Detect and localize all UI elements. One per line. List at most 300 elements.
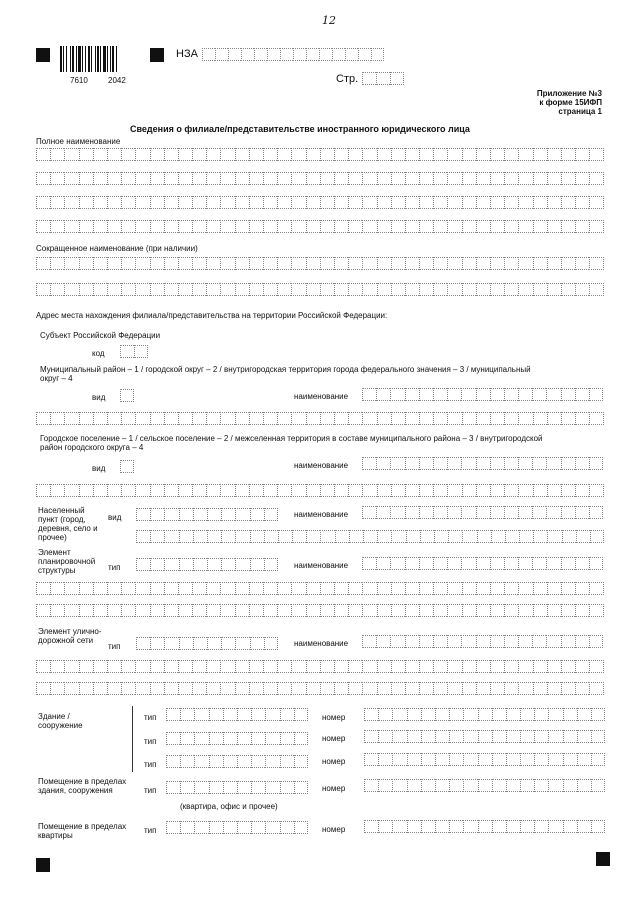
cell[interactable] (533, 220, 547, 233)
cell[interactable] (405, 257, 419, 270)
cell[interactable] (179, 637, 193, 650)
cell[interactable] (237, 732, 251, 745)
cell[interactable] (476, 557, 490, 570)
cell[interactable] (164, 530, 178, 543)
cell[interactable] (166, 781, 180, 794)
cell[interactable] (50, 484, 64, 497)
cell[interactable] (294, 732, 308, 745)
cell[interactable] (263, 682, 277, 695)
cell[interactable] (277, 412, 291, 425)
cell[interactable] (405, 604, 419, 617)
cell[interactable] (306, 148, 320, 161)
cell[interactable] (575, 635, 589, 648)
cell[interactable] (378, 779, 392, 792)
cell[interactable] (591, 779, 605, 792)
settlement-name-row-1[interactable] (362, 457, 603, 470)
cell[interactable] (206, 283, 220, 296)
cell[interactable] (220, 172, 234, 185)
cell[interactable] (364, 753, 378, 766)
cell[interactable] (405, 635, 419, 648)
cell[interactable] (435, 820, 449, 833)
cell[interactable] (220, 148, 234, 161)
cell[interactable] (263, 412, 277, 425)
cell[interactable] (254, 48, 267, 61)
cell[interactable] (391, 196, 405, 209)
cell[interactable] (405, 388, 419, 401)
cell[interactable] (164, 412, 178, 425)
cell[interactable] (150, 412, 164, 425)
cell[interactable] (520, 820, 534, 833)
cell[interactable] (280, 781, 294, 794)
cell[interactable] (490, 484, 504, 497)
cell[interactable] (518, 457, 532, 470)
cell[interactable] (291, 283, 305, 296)
short-name-row-1[interactable] (36, 257, 604, 270)
cell[interactable] (79, 148, 93, 161)
cell[interactable] (249, 283, 263, 296)
cell[interactable] (164, 220, 178, 233)
cell[interactable] (263, 484, 277, 497)
cell[interactable] (64, 604, 78, 617)
cell[interactable] (405, 283, 419, 296)
cell[interactable] (461, 635, 475, 648)
cell[interactable] (433, 682, 447, 695)
cell[interactable] (391, 220, 405, 233)
cell[interactable] (419, 220, 433, 233)
cell[interactable] (449, 730, 463, 743)
cell[interactable] (589, 604, 603, 617)
cell[interactable] (241, 48, 254, 61)
cell[interactable] (419, 604, 433, 617)
cell[interactable] (263, 148, 277, 161)
cell[interactable] (519, 530, 533, 543)
cell[interactable] (448, 530, 462, 543)
cell[interactable] (561, 388, 575, 401)
cell[interactable] (561, 484, 575, 497)
cell[interactable] (348, 220, 362, 233)
cell[interactable] (548, 730, 562, 743)
cell[interactable] (150, 484, 164, 497)
cell[interactable] (377, 530, 391, 543)
cell[interactable] (150, 637, 164, 650)
cell[interactable] (435, 730, 449, 743)
settlement-name-row-2[interactable] (36, 484, 604, 497)
cell[interactable] (561, 506, 575, 519)
cell[interactable] (561, 220, 575, 233)
cell[interactable] (504, 457, 518, 470)
cell[interactable] (263, 196, 277, 209)
cell[interactable] (478, 730, 492, 743)
cell[interactable] (150, 220, 164, 233)
cell[interactable] (192, 257, 206, 270)
cell[interactable] (391, 484, 405, 497)
cell[interactable] (291, 412, 305, 425)
cell[interactable] (534, 730, 548, 743)
building-type-field-1[interactable] (166, 708, 308, 721)
cell[interactable] (575, 582, 589, 595)
cell[interactable] (50, 196, 64, 209)
cell[interactable] (150, 172, 164, 185)
nza-field[interactable] (202, 48, 384, 61)
cell[interactable] (461, 506, 475, 519)
cell[interactable] (476, 457, 490, 470)
cell[interactable] (433, 582, 447, 595)
cell[interactable] (64, 660, 78, 673)
cell[interactable] (36, 283, 50, 296)
cell[interactable] (164, 558, 178, 571)
cell[interactable] (547, 530, 561, 543)
cell[interactable] (476, 172, 490, 185)
cell[interactable] (548, 753, 562, 766)
cell[interactable] (462, 283, 476, 296)
cell[interactable] (107, 172, 121, 185)
cell[interactable] (546, 457, 560, 470)
cell[interactable] (476, 660, 490, 673)
cell[interactable] (518, 220, 532, 233)
cell[interactable] (36, 604, 50, 617)
cell[interactable] (449, 708, 463, 721)
cell[interactable] (547, 660, 561, 673)
cell[interactable] (476, 388, 490, 401)
cell[interactable] (589, 506, 603, 519)
cell[interactable] (492, 779, 506, 792)
cell[interactable] (419, 148, 433, 161)
cell[interactable] (36, 220, 50, 233)
cell[interactable] (249, 484, 263, 497)
cell[interactable] (235, 257, 249, 270)
cell[interactable] (577, 730, 591, 743)
cell[interactable] (93, 660, 107, 673)
cell[interactable] (589, 660, 603, 673)
cell[interactable] (107, 148, 121, 161)
cell[interactable] (50, 257, 64, 270)
cell[interactable] (391, 682, 405, 695)
cell[interactable] (194, 821, 208, 834)
cell[interactable] (220, 412, 234, 425)
cell[interactable] (462, 148, 476, 161)
premises-apartment-number-field[interactable] (364, 820, 605, 833)
cell[interactable] (504, 660, 518, 673)
cell[interactable] (504, 582, 518, 595)
cell[interactable] (421, 708, 435, 721)
cell[interactable] (249, 196, 263, 209)
cell[interactable] (192, 148, 206, 161)
cell[interactable] (265, 708, 279, 721)
cell[interactable] (419, 635, 433, 648)
cell[interactable] (79, 604, 93, 617)
cell[interactable] (164, 604, 178, 617)
cell[interactable] (348, 172, 362, 185)
cell[interactable] (334, 660, 348, 673)
cell[interactable] (220, 682, 234, 695)
cell[interactable] (392, 753, 406, 766)
cell[interactable] (377, 283, 391, 296)
cell[interactable] (164, 582, 178, 595)
cell[interactable] (561, 196, 575, 209)
cell[interactable] (223, 732, 237, 745)
cell[interactable] (575, 172, 589, 185)
cell[interactable] (575, 220, 589, 233)
cell[interactable] (392, 708, 406, 721)
cell[interactable] (220, 660, 234, 673)
cell[interactable] (50, 283, 64, 296)
cell[interactable] (291, 484, 305, 497)
cell[interactable] (405, 412, 419, 425)
cell[interactable] (548, 820, 562, 833)
cell[interactable] (575, 682, 589, 695)
cell[interactable] (192, 172, 206, 185)
cell[interactable] (478, 753, 492, 766)
cell[interactable] (520, 753, 534, 766)
cell[interactable] (166, 708, 180, 721)
cell[interactable] (461, 557, 475, 570)
street-type-field[interactable] (136, 637, 278, 650)
cell[interactable] (577, 779, 591, 792)
cell[interactable] (391, 172, 405, 185)
cell[interactable] (264, 508, 278, 521)
cell[interactable] (547, 682, 561, 695)
cell[interactable] (166, 755, 180, 768)
cell[interactable] (121, 283, 135, 296)
cell[interactable] (419, 660, 433, 673)
cell[interactable] (277, 484, 291, 497)
cell[interactable] (206, 196, 220, 209)
cell[interactable] (589, 148, 603, 161)
cell[interactable] (193, 508, 207, 521)
cell[interactable] (192, 604, 206, 617)
cell[interactable] (178, 220, 192, 233)
cell[interactable] (220, 582, 234, 595)
cell[interactable] (334, 196, 348, 209)
cell[interactable] (390, 388, 404, 401)
cell[interactable] (206, 220, 220, 233)
cell[interactable] (194, 732, 208, 745)
cell[interactable] (121, 604, 135, 617)
cell[interactable] (491, 530, 505, 543)
cell[interactable] (533, 604, 547, 617)
cell[interactable] (306, 196, 320, 209)
cell[interactable] (235, 283, 249, 296)
premises-apartment-type-field[interactable] (166, 821, 308, 834)
cell[interactable] (135, 283, 149, 296)
cell[interactable] (250, 558, 264, 571)
cell[interactable] (348, 682, 362, 695)
cell[interactable] (150, 257, 164, 270)
cell[interactable] (518, 196, 532, 209)
cell[interactable] (504, 604, 518, 617)
cell[interactable] (407, 753, 421, 766)
cell[interactable] (447, 412, 461, 425)
cell[interactable] (461, 457, 475, 470)
cell[interactable] (504, 412, 518, 425)
cell[interactable] (164, 484, 178, 497)
cell[interactable] (405, 172, 419, 185)
cell[interactable] (107, 582, 121, 595)
cell[interactable] (406, 530, 420, 543)
cell[interactable] (278, 530, 292, 543)
street-name-row-2[interactable] (36, 660, 604, 673)
cell[interactable] (575, 604, 589, 617)
cell[interactable] (36, 412, 50, 425)
cell[interactable] (265, 821, 279, 834)
cell[interactable] (291, 148, 305, 161)
cell[interactable] (362, 257, 376, 270)
cell[interactable] (391, 257, 405, 270)
cell[interactable] (533, 660, 547, 673)
cell[interactable] (577, 708, 591, 721)
cell[interactable] (364, 730, 378, 743)
cell[interactable] (532, 557, 546, 570)
cell[interactable] (463, 779, 477, 792)
cell[interactable] (421, 820, 435, 833)
cell[interactable] (332, 48, 345, 61)
cell[interactable] (378, 820, 392, 833)
cell[interactable] (377, 196, 391, 209)
cell[interactable] (291, 172, 305, 185)
cell[interactable] (520, 779, 534, 792)
cell[interactable] (36, 196, 50, 209)
cell[interactable] (575, 660, 589, 673)
cell[interactable] (277, 196, 291, 209)
cell[interactable] (463, 820, 477, 833)
cell[interactable] (93, 172, 107, 185)
cell[interactable] (150, 530, 164, 543)
cell[interactable] (492, 753, 506, 766)
cell[interactable] (433, 457, 447, 470)
cell[interactable] (563, 753, 577, 766)
locality-name-row-2[interactable] (136, 530, 604, 543)
cell[interactable] (377, 484, 391, 497)
cell[interactable] (407, 708, 421, 721)
cell[interactable] (36, 582, 50, 595)
cell[interactable] (178, 660, 192, 673)
cell[interactable] (50, 682, 64, 695)
cell[interactable] (449, 779, 463, 792)
cell[interactable] (547, 484, 561, 497)
cell[interactable] (136, 508, 150, 521)
cell[interactable] (306, 484, 320, 497)
cell[interactable] (107, 484, 121, 497)
cell[interactable] (221, 530, 235, 543)
cell[interactable] (478, 708, 492, 721)
cell[interactable] (249, 220, 263, 233)
cell[interactable] (334, 604, 348, 617)
premises-building-type-field[interactable] (166, 781, 308, 794)
cell[interactable] (277, 172, 291, 185)
cell[interactable] (79, 257, 93, 270)
cell[interactable] (362, 412, 376, 425)
cell[interactable] (192, 196, 206, 209)
cell[interactable] (546, 506, 560, 519)
cell[interactable] (547, 412, 561, 425)
cell[interactable] (320, 582, 334, 595)
cell[interactable] (490, 682, 504, 695)
cell[interactable] (334, 582, 348, 595)
cell[interactable] (135, 220, 149, 233)
cell[interactable] (476, 484, 490, 497)
cell[interactable] (50, 172, 64, 185)
cell[interactable] (577, 820, 591, 833)
cell[interactable] (546, 557, 560, 570)
cell[interactable] (405, 582, 419, 595)
cell[interactable] (390, 457, 404, 470)
cell[interactable] (221, 637, 235, 650)
cell[interactable] (561, 412, 575, 425)
cell[interactable] (150, 196, 164, 209)
cell[interactable] (251, 821, 265, 834)
cell[interactable] (36, 172, 50, 185)
planning-type-field[interactable] (136, 558, 278, 571)
cell[interactable] (377, 148, 391, 161)
cell[interactable] (391, 412, 405, 425)
cell[interactable] (291, 220, 305, 233)
cell[interactable] (575, 457, 589, 470)
cell[interactable] (235, 508, 249, 521)
full-name-row-2[interactable] (36, 172, 604, 185)
cell[interactable] (264, 558, 278, 571)
cell[interactable] (421, 730, 435, 743)
cell[interactable] (492, 730, 506, 743)
cell[interactable] (209, 708, 223, 721)
cell[interactable] (136, 530, 150, 543)
cell[interactable] (561, 557, 575, 570)
cell[interactable] (249, 172, 263, 185)
cell[interactable] (377, 604, 391, 617)
cell[interactable] (206, 604, 220, 617)
cell[interactable] (419, 506, 433, 519)
cell[interactable] (164, 196, 178, 209)
cell[interactable] (576, 530, 590, 543)
cell[interactable] (280, 732, 294, 745)
cell[interactable] (504, 557, 518, 570)
cell[interactable] (264, 530, 278, 543)
cell[interactable] (561, 457, 575, 470)
cell[interactable] (589, 412, 603, 425)
cell[interactable] (220, 283, 234, 296)
cell[interactable] (178, 283, 192, 296)
cell[interactable] (548, 779, 562, 792)
cell[interactable] (476, 283, 490, 296)
cell[interactable] (504, 172, 518, 185)
cell[interactable] (306, 48, 319, 61)
cell[interactable] (449, 753, 463, 766)
cell[interactable] (220, 196, 234, 209)
cell[interactable] (589, 635, 603, 648)
cell[interactable] (334, 220, 348, 233)
cell[interactable] (209, 781, 223, 794)
cell[interactable] (220, 257, 234, 270)
cell[interactable] (547, 196, 561, 209)
cell[interactable] (192, 484, 206, 497)
cell[interactable] (362, 283, 376, 296)
cell[interactable] (267, 48, 280, 61)
cell[interactable] (79, 682, 93, 695)
cell[interactable] (490, 412, 504, 425)
short-name-row-2[interactable] (36, 283, 604, 296)
municipal-kind-field[interactable] (120, 389, 134, 402)
cell[interactable] (150, 508, 164, 521)
cell[interactable] (377, 660, 391, 673)
cell[interactable] (447, 557, 461, 570)
cell[interactable] (534, 820, 548, 833)
cell[interactable] (207, 508, 221, 521)
cell[interactable] (520, 730, 534, 743)
cell[interactable] (206, 148, 220, 161)
cell[interactable] (506, 730, 520, 743)
cell[interactable] (249, 682, 263, 695)
cell[interactable] (263, 283, 277, 296)
cell[interactable] (135, 682, 149, 695)
